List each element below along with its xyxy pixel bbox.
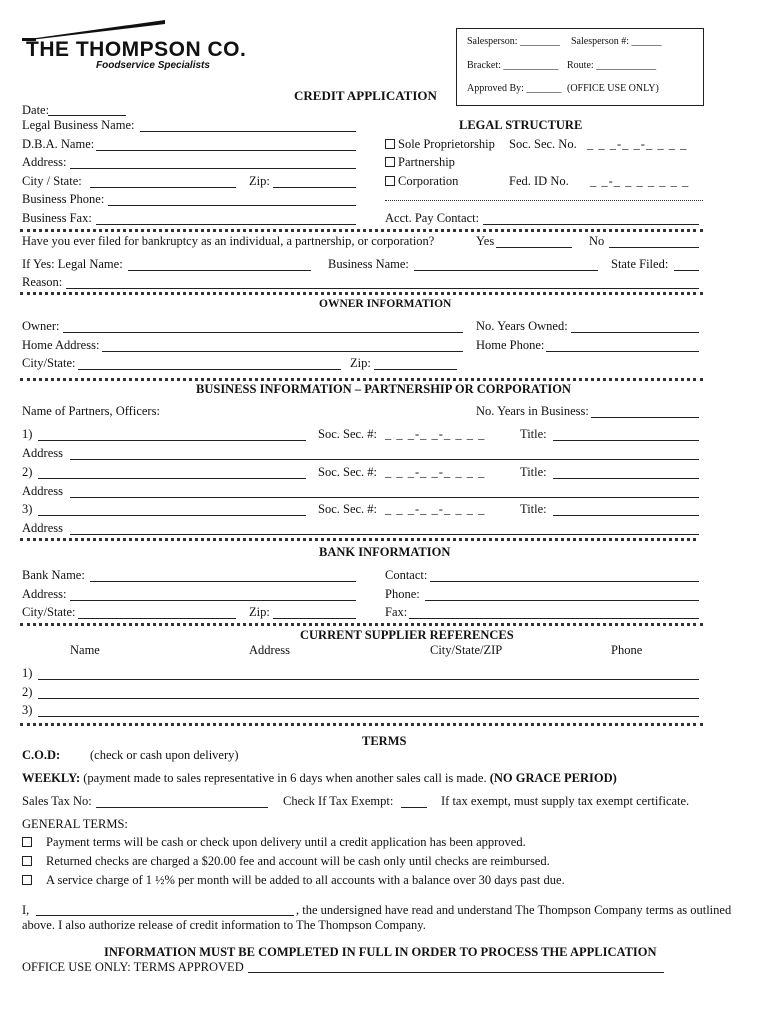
general-terms-label: GENERAL TERMS: — [22, 817, 128, 831]
corporation-checkbox[interactable] — [385, 176, 395, 186]
bank-zip-line[interactable] — [273, 618, 356, 619]
sales-tax-line[interactable] — [96, 807, 268, 808]
section-divider — [20, 623, 703, 626]
partner-address-label: Address — [22, 446, 63, 460]
partner-title-label: Title: — [520, 427, 547, 441]
date-label: Date: — [22, 103, 50, 117]
owner-city-state-label: City/State: — [22, 356, 76, 370]
legal-structure-heading: LEGAL STRUCTURE — [459, 118, 583, 132]
office-only-note: (OFFICE USE ONLY) — [567, 83, 659, 94]
bank-name-line[interactable] — [90, 581, 356, 582]
bank-fax-label: Fax: — [385, 605, 408, 619]
dba-label: D.B.A. Name: — [22, 137, 95, 151]
business-phone-line[interactable] — [108, 205, 356, 206]
supplier-col-address: Address — [249, 643, 290, 657]
partnership-option[interactable]: Partnership — [385, 155, 455, 169]
sales-tax-label: Sales Tax No: — [22, 794, 92, 808]
zip-label: Zip: — [249, 174, 270, 188]
ssn-label: Soc. Sec. No. — [509, 137, 577, 151]
supplier-col-city: City/State/ZIP — [430, 643, 503, 657]
partnership-checkbox[interactable] — [385, 157, 395, 167]
agreement-text-1: , the undersigned have read and understand The Thompson Company terms as outlined — [296, 903, 732, 917]
partner-address-line[interactable] — [70, 497, 699, 498]
cod-description: (check or cash upon delivery) — [90, 748, 239, 762]
partner-title-label: Title: — [520, 465, 547, 479]
partner-number: 1) — [22, 427, 33, 441]
square-bullet-icon — [22, 837, 32, 847]
acct-pay-contact-label: Acct. Pay Contact: — [385, 211, 480, 225]
bankruptcy-legal-name-label: If Yes: Legal Name: — [22, 257, 123, 271]
bank-phone-label: Phone: — [385, 587, 420, 601]
supplier-col-name: Name — [70, 643, 100, 657]
home-address-label: Home Address: — [22, 338, 100, 352]
years-owned-label: No. Years Owned: — [476, 319, 568, 333]
supplier-line-2[interactable] — [38, 698, 699, 699]
partner-ssn-mask[interactable]: _ _ _-_ _-_ _ _ _ — [385, 502, 486, 516]
partner-address-line[interactable] — [70, 534, 699, 535]
bank-city-state-line[interactable] — [78, 618, 236, 619]
partner-number: 3) — [22, 502, 33, 516]
partner-address-label: Address — [22, 484, 63, 498]
office-terms-line[interactable] — [248, 972, 664, 973]
terms-heading: TERMS — [362, 734, 407, 748]
salesperson-field[interactable]: Salesperson: ________ — [467, 36, 561, 47]
section-divider — [20, 229, 703, 232]
home-phone-label: Home Phone: — [476, 338, 545, 352]
supplier-row-number: 3) — [22, 703, 33, 717]
bank-heading: BANK INFORMATION — [319, 545, 451, 559]
bank-address-label: Address: — [22, 587, 67, 601]
sole-checkbox[interactable] — [385, 139, 395, 149]
bankruptcy-legal-name-line[interactable] — [128, 270, 311, 271]
bankruptcy-no-label: No — [589, 234, 605, 248]
bank-contact-label: Contact: — [385, 568, 428, 582]
signer-i-label: I, — [22, 903, 30, 917]
dba-line[interactable] — [96, 150, 356, 151]
years-in-business-line[interactable] — [591, 417, 699, 418]
home-address-line[interactable] — [102, 351, 463, 352]
bank-contact-line[interactable] — [430, 581, 699, 582]
ssn-mask[interactable]: _ _ _-_ _-_ _ _ _ — [587, 137, 688, 151]
bank-city-state-label: City/State: — [22, 605, 76, 619]
state-filed-label: State Filed: — [611, 257, 669, 271]
tax-exempt-note: If tax exempt, must supply tax exempt certificate. — [441, 794, 690, 808]
bank-phone-line[interactable] — [425, 600, 699, 601]
address-line[interactable] — [70, 168, 356, 169]
divider — [385, 200, 703, 201]
legal-business-name-line[interactable] — [140, 131, 356, 132]
general-term-item: A service charge of 1 ½% per month will be added to all accounts with a balance over 30 days past due. — [22, 873, 565, 887]
section-divider — [20, 538, 696, 541]
square-bullet-icon — [22, 875, 32, 885]
bankruptcy-no-line[interactable] — [609, 247, 699, 248]
years-in-business-label: No. Years in Business: — [476, 404, 589, 418]
owner-label: Owner: — [22, 319, 60, 333]
business-fax-label: Business Fax: — [22, 211, 92, 225]
bankruptcy-yes-label: Yes — [476, 234, 495, 248]
city-state-line[interactable] — [90, 187, 236, 188]
partner-address-label: Address — [22, 521, 63, 535]
bank-fax-line[interactable] — [409, 618, 699, 619]
partners-label: Name of Partners, Officers: — [22, 404, 160, 418]
logo-tagline: Foodservice Specialists — [96, 60, 210, 71]
route-field[interactable]: Route: ____________ — [567, 60, 657, 71]
section-divider — [20, 292, 703, 295]
general-term-item: Returned checks are charged a $20.00 fee and account will be cash only until checks are reimbursed. — [22, 854, 550, 868]
section-divider — [20, 723, 703, 726]
years-owned-line[interactable] — [571, 332, 699, 333]
fed-id-label: Fed. ID No. — [509, 174, 569, 188]
section-divider — [20, 378, 703, 381]
supplier-row-number: 2) — [22, 685, 33, 699]
home-phone-line[interactable] — [546, 351, 699, 352]
weekly-terms: WEEKLY: (payment made to sales representative in 6 days when another sales call is made. (NO GRACE PERIOD) — [22, 771, 617, 785]
tax-exempt-label: Check If Tax Exempt: — [283, 794, 394, 808]
partner-ssn-label: Soc. Sec. #: — [318, 465, 378, 479]
cod-label: C.O.D: — [22, 748, 61, 762]
owner-zip-label: Zip: — [350, 356, 371, 370]
supplier-row-number: 1) — [22, 666, 33, 680]
partner-title-line[interactable] — [553, 440, 699, 441]
business-fax-line[interactable] — [96, 224, 356, 225]
supplier-line-3[interactable] — [38, 716, 699, 717]
bank-address-line[interactable] — [70, 600, 356, 601]
acct-pay-contact-line[interactable] — [483, 224, 699, 225]
corporation-option[interactable]: Corporation — [385, 174, 458, 188]
office-use-box — [456, 28, 704, 106]
sole-proprietorship-option[interactable]: Sole Proprietorship — [385, 137, 495, 151]
partner-title-line[interactable] — [553, 515, 699, 516]
partner-name-line[interactable] — [38, 478, 306, 479]
date-line[interactable] — [48, 115, 126, 116]
owner-line[interactable] — [63, 332, 463, 333]
salesperson-number-field[interactable]: Salesperson #: ______ — [571, 36, 662, 47]
general-term-item: Payment terms will be cash or check upon delivery until a credit application has been approved. — [22, 835, 526, 849]
completion-notice: INFORMATION MUST BE COMPLETED IN FULL IN ORDER TO PROCESS THE APPLICATION — [104, 945, 657, 959]
approved-by-field[interactable]: Approved By: _______ — [467, 83, 562, 94]
state-filed-line[interactable] — [674, 270, 699, 271]
business-phone-label: Business Phone: — [22, 192, 105, 206]
reason-line[interactable] — [66, 288, 699, 289]
suppliers-heading: CURRENT SUPPLIER REFERENCES — [300, 628, 514, 642]
partner-title-line[interactable] — [553, 478, 699, 479]
legal-business-name-label: Legal Business Name: — [22, 118, 135, 132]
partner-ssn-label: Soc. Sec. #: — [318, 427, 378, 441]
owner-heading: OWNER INFORMATION — [319, 298, 452, 310]
bank-zip-label: Zip: — [249, 605, 270, 619]
tax-exempt-line[interactable] — [401, 807, 427, 808]
owner-city-state-line[interactable] — [78, 369, 341, 370]
agreement-text-2: above. I also authorize release of credit information to The Thompson Company. — [22, 918, 426, 932]
partner-address-line[interactable] — [70, 459, 699, 460]
partner-name-line[interactable] — [38, 440, 306, 441]
bank-name-label: Bank Name: — [22, 568, 85, 582]
reason-label: Reason: — [22, 275, 63, 289]
office-terms-label: OFFICE USE ONLY: TERMS APPROVED — [22, 960, 244, 974]
bracket-field[interactable]: Bracket: ___________ — [467, 60, 559, 71]
business-info-heading: BUSINESS INFORMATION – PARTNERSHIP OR CORPORATION — [196, 382, 571, 396]
partner-ssn-label: Soc. Sec. #: — [318, 502, 378, 516]
supplier-col-phone: Phone — [611, 643, 643, 657]
owner-zip-line[interactable] — [374, 369, 457, 370]
logo-company-name: THE THOMPSON CO. — [26, 38, 247, 61]
bankruptcy-business-name-line[interactable] — [414, 270, 598, 271]
supplier-line-1[interactable] — [38, 679, 699, 680]
bankruptcy-business-name-label: Business Name: — [328, 257, 409, 271]
partner-ssn-mask[interactable]: _ _ _-_ _-_ _ _ _ — [385, 427, 486, 441]
zip-line[interactable] — [273, 187, 356, 188]
partner-title-label: Title: — [520, 502, 547, 516]
city-state-label: City / State: — [22, 174, 82, 188]
signer-name-line[interactable] — [36, 915, 294, 916]
fed-id-mask[interactable]: _ _-_ _ _ _ _ _ _ — [590, 174, 690, 188]
bankruptcy-yes-line[interactable] — [496, 247, 572, 248]
page-title: CREDIT APPLICATION — [294, 88, 437, 103]
partner-ssn-mask[interactable]: _ _ _-_ _-_ _ _ _ — [385, 465, 486, 479]
address-label: Address: — [22, 155, 67, 169]
square-bullet-icon — [22, 856, 32, 866]
partner-number: 2) — [22, 465, 33, 479]
partner-name-line[interactable] — [38, 515, 306, 516]
bankruptcy-question: Have you ever filed for bankruptcy as an individual, a partnership, or corporation? — [22, 234, 435, 248]
